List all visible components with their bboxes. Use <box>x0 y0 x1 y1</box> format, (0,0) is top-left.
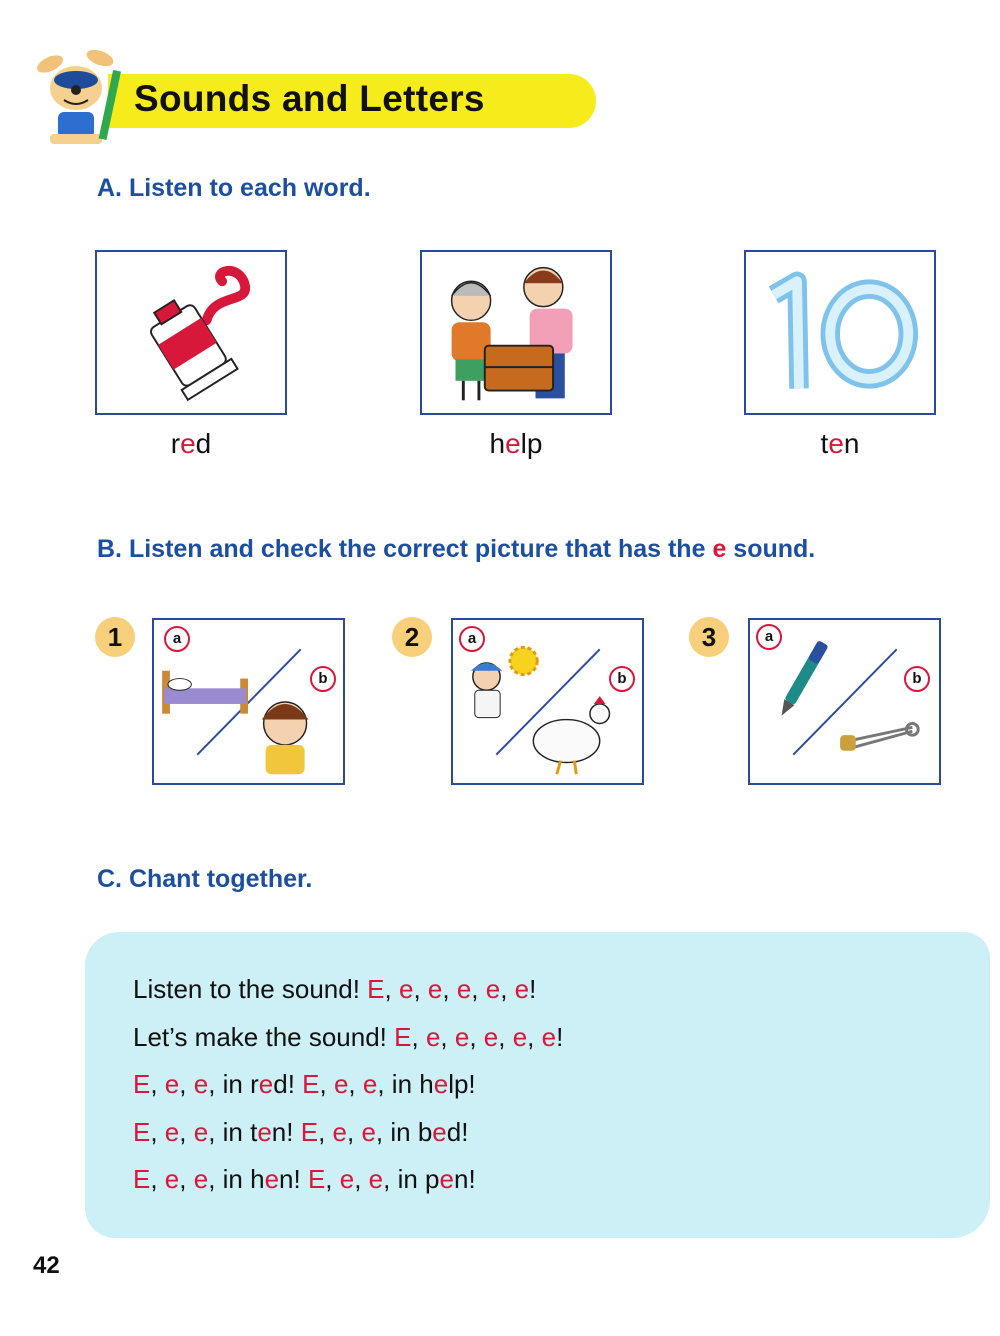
bed-icon <box>162 671 248 714</box>
chant-text: , <box>498 1022 513 1052</box>
chant-line <box>133 974 536 1005</box>
chant-text: , <box>348 1069 363 1099</box>
chant-text: , in p <box>383 1164 440 1194</box>
option-3b[interactable]: b <box>904 666 930 692</box>
chant-text: , <box>318 1117 333 1147</box>
chant-red-letter: e <box>164 1069 180 1099</box>
girl-icon <box>262 702 309 774</box>
choice-card-2 <box>451 618 644 785</box>
chant-text: , <box>440 1022 455 1052</box>
chant-red-letter: e <box>483 1022 499 1052</box>
chant-text: n! <box>271 1117 301 1147</box>
chant-text: , <box>346 1117 362 1147</box>
hen-icon <box>533 696 609 774</box>
picture-card-ten <box>744 250 936 415</box>
section-c-heading: C. Chant together. <box>97 865 313 893</box>
chant-red-letter: e <box>257 1117 272 1147</box>
chant-red-letter: e <box>541 1022 557 1052</box>
item-number-1: 1 <box>95 617 135 657</box>
chant-line <box>133 1117 468 1148</box>
paint-tube-icon <box>97 252 285 413</box>
chant-text: , in b <box>375 1117 433 1147</box>
chant-red-letter: e <box>485 974 501 1004</box>
chant-red-letter: e <box>425 1022 441 1052</box>
chant-text: , <box>150 1069 165 1099</box>
chant-text: Let’s make the sound! <box>133 1022 395 1052</box>
option-1b[interactable]: b <box>310 666 336 692</box>
chant-red-letter: E <box>307 1164 326 1194</box>
chant-text: n! <box>279 1164 308 1194</box>
chant-text: , <box>325 1164 340 1194</box>
chant-red-letter: e <box>432 1117 447 1147</box>
chant-red-letter: E <box>133 1164 151 1194</box>
chant-red-letter: E <box>300 1117 319 1147</box>
chant-text: , in r <box>208 1069 259 1099</box>
chant-text: , in h <box>377 1069 434 1099</box>
item-number-2: 2 <box>392 617 432 657</box>
chant-red-letter: e <box>362 1069 378 1099</box>
safety-pin-icon <box>840 723 918 750</box>
chant-text: , <box>469 1022 484 1052</box>
chant-red-letter: e <box>368 1164 384 1194</box>
chant-text: , <box>354 1164 369 1194</box>
dog-mascot-icon <box>28 44 132 148</box>
page-number: 42 <box>33 1252 60 1279</box>
chant-text: , <box>150 1117 165 1147</box>
word-label-ten: ten <box>820 428 860 459</box>
chant-red-letter: e <box>258 1069 274 1099</box>
chant-text: d! <box>273 1069 303 1099</box>
item-number-3: 3 <box>689 617 729 657</box>
option-2b[interactable]: b <box>609 666 635 692</box>
chant-text: , <box>442 974 457 1004</box>
chant-red-letter: e <box>193 1069 209 1099</box>
chant-text: , in h <box>208 1164 265 1194</box>
option-3a[interactable]: a <box>756 624 782 650</box>
chant-line <box>133 1069 476 1100</box>
chant-red-letter: e <box>456 974 472 1004</box>
option-1a[interactable]: a <box>164 626 190 652</box>
chant-red-letter: E <box>394 1022 412 1052</box>
chant-red-letter: e <box>264 1164 280 1194</box>
chant-text: n! <box>453 1164 476 1194</box>
section-a-heading: A. Listen to each word. <box>97 174 371 202</box>
choice-card-1 <box>152 618 345 785</box>
hot-boy-sun-icon <box>471 647 537 717</box>
chant-text: , <box>179 1069 194 1099</box>
chant-text: , <box>471 974 486 1004</box>
chant-red-letter: e <box>512 1022 528 1052</box>
picture-card-help <box>420 250 612 415</box>
word-label-help: help <box>489 428 543 459</box>
chant-text: , <box>500 974 515 1004</box>
chant-text: , <box>319 1069 334 1099</box>
chant-red-letter: e <box>339 1164 355 1194</box>
chant-text: , <box>179 1164 194 1194</box>
chant-red-letter: E <box>367 974 385 1004</box>
chant-text: ! <box>529 974 537 1004</box>
chant-red-letter: e <box>193 1117 209 1147</box>
chant-text: , <box>411 1022 426 1052</box>
chant-text: , <box>150 1164 165 1194</box>
option-2a[interactable]: a <box>459 626 485 652</box>
chant-red-letter: e <box>398 974 414 1004</box>
chant-red-letter: e <box>427 974 443 1004</box>
chant-red-letter: e <box>193 1164 209 1194</box>
chant-red-letter: E <box>133 1117 151 1147</box>
chant-text: ! <box>556 1022 564 1052</box>
number-ten-icon <box>746 252 934 413</box>
chant-text: Listen to the sound! <box>133 974 368 1004</box>
helping-grandma-icon <box>422 252 610 413</box>
picture-card-red <box>95 250 287 415</box>
chant-line <box>133 1164 476 1195</box>
chant-red-letter: e <box>332 1117 347 1147</box>
chant-red-letter: E <box>133 1069 151 1099</box>
pen-icon <box>776 640 828 719</box>
chant-line <box>133 1022 563 1053</box>
chant-red-letter: e <box>514 974 530 1004</box>
page-title: Sounds and Letters <box>134 78 485 119</box>
chant-red-letter: e <box>454 1022 470 1052</box>
section-b-heading: B. Listen and check the correct picture that has the e sound. <box>97 535 816 563</box>
chant-red-letter: e <box>433 1069 449 1099</box>
chant-text: d! <box>446 1117 469 1147</box>
word-label-red: red <box>170 428 212 459</box>
chant-red-letter: e <box>164 1164 180 1194</box>
chant-text: lp! <box>448 1069 476 1099</box>
chant-text: , <box>179 1117 194 1147</box>
chant-red-letter: E <box>302 1069 320 1099</box>
chant-text: , <box>527 1022 542 1052</box>
chant-red-letter: e <box>333 1069 349 1099</box>
chant-text: , <box>384 974 399 1004</box>
choice-card-3 <box>748 618 941 785</box>
chant-text: , <box>413 974 428 1004</box>
chant-red-letter: e <box>439 1164 454 1194</box>
chant-red-letter: e <box>164 1117 180 1147</box>
chant-text: , in t <box>208 1117 258 1147</box>
chant-red-letter: e <box>361 1117 376 1147</box>
